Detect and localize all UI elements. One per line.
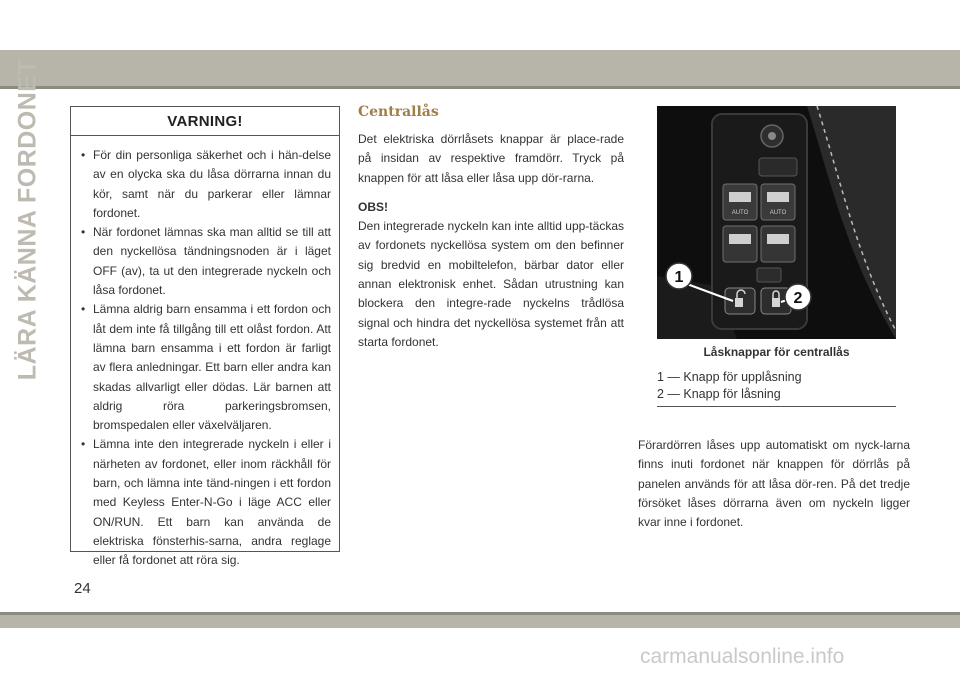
warning-item: • Lämna inte den integrerade nyckeln i eller i närheten av fordonet, eller inom räckhåll för barn, och lämna inte tänd-ningen i ett fordon med Keyless Enter-N-Go i läge ACC eller ON/RUN. Ett barn kan använda de elektriska fönsterhis-sarna, andra reglage eller få fordonet att röra sig. [81,435,331,570]
header-band [0,50,960,86]
callout-2: 2 [793,290,803,307]
caption-item: 1 — Knapp för upplåsning [657,370,802,384]
lock-icon [772,298,780,307]
section-title: Centrallås [358,104,439,120]
caption-divider [657,406,896,407]
page-number: 24 [74,580,91,597]
callout-1: 1 [674,269,684,286]
watermark: carmanualsonline.info [640,645,845,668]
warning-item: • För din personliga säkerhet och i hän-delse av en olycka ska du låsa dörrarna innan du kör, samt när du parkerar eller lämnar fordonet. [81,146,331,223]
warning-list [71,136,339,571]
unlock-icon [735,298,743,307]
warning-title: VARNING! [71,107,339,136]
figure-caption-title: Låsknappar för centrallås [703,345,850,359]
door-lock-panel-photo [657,106,896,339]
door-panel-illustration [657,106,896,339]
figure-caption-list [657,369,896,402]
obs-heading: OBS! [358,199,388,214]
middle-column [358,130,624,362]
warning-item: • Lämna aldrig barn ensamma i ett fordon och låt dem inte få tillgång till ett olåst fordon. Att lämna barn ensamma i ett fordon är farligt av flera anledningar. Ett barn eller andra kan skadas allvarligt eller dödas. Lär barnen att aldrig röra parkeringsbromsen, bromspedalen eller växelväljaren. [81,300,331,435]
obs-text: Den integrerade nyckeln kan inte alltid upp-täckas av fordonets nyckellösa system om den befinner sig bredvid en mobiltelefon, bärbar dator eller annan elektronisk enhet. Sådan utrustning kan blockera den integre-rade nyckelns trådlösa signal och hindra det nyckellösa systemet från att starta fordonet. [358,219,624,349]
auto-label-right: AUTO [769,210,787,216]
warning-item: • När fordonet lämnas ska man alltid se till att den nyckellösa tändningsnoden är i läget OFF (av), ta ut den integrerade nyckeln och låsa fordonet. [81,223,331,300]
footer-band [0,615,960,628]
chapter-title: LÄRA KÄNNA FORDONET [13,58,42,380]
obs-note [358,198,624,352]
intro-paragraph: Det elektriska dörrlåsets knappar är place-rade på insidan av respektive framdörr. Tryck på knappen för att låsa eller låsa upp dör-rarna. [358,132,624,185]
warning-box [70,106,340,568]
chapter-side-tab [8,58,48,380]
caption-item: 2 — Knapp för låsning [657,386,781,401]
auto-label-left: AUTO [731,210,749,216]
auto-unlock-paragraph: Förardörren låses upp automatiskt om nyck-larna finns inuti fordonet när knappen för dörrlås på panelen används för att låsa dör-ren. På det tredje försöket låses dörrarna även om nyckeln ligger kvar inne i fordonet. [638,438,910,530]
header-stripe [0,86,960,89]
